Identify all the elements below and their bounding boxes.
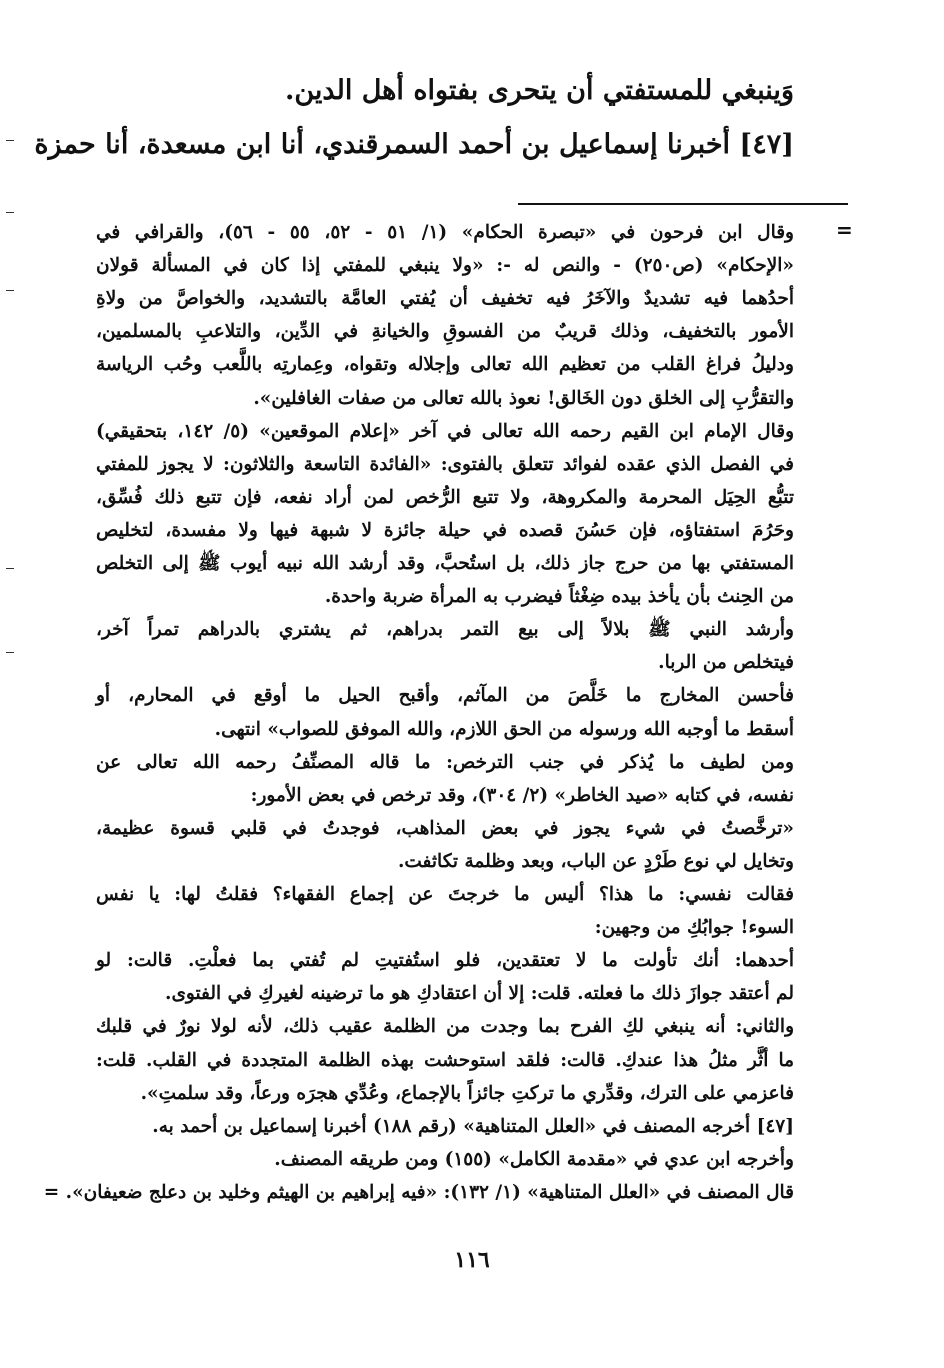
margin-tick	[6, 290, 14, 291]
footnote-line: ومن لطيف ما يُذكر في جنب الترخص: ما قاله المصنِّفُ رحمه الله تعالى عن	[96, 752, 794, 773]
footnote-line: وأخرجه ابن عدي في «مقدمة الكامل» (١٥٥) ومن طريقه المصنف.	[274, 1149, 794, 1170]
footnote-line: «الإحكام» (ص٢٥٠) - والنص له -: «ولا ينبغي للمفتي إذا كان في المسألة قولان	[96, 255, 794, 276]
footnote-line: أحدهما: أنك تأولت ما لا تعتقدين، فلو استُفتيتِ لم تُفتي بما فعلْتِ. قالت: لو	[96, 950, 794, 971]
main-text-line-1: وَينبغي للمستفتي أن يتحرى بفتواه أهل الدين.	[284, 75, 794, 106]
footnote-line: والتقرُّبِ إلى الخلق دون الخَالق! نعوذ بالله تعالى من صفات الغافلين».	[253, 388, 794, 409]
footnote-line: ما أثَّر مثلُ هذا عندكِ. قالت: فلقد استوحشت بهذه الظلمة المتجددة في القلب. قلت:	[96, 1050, 794, 1071]
footnote-line: نفسه، في كتابه «صيد الخاطر» (٢/ ٣٠٤)، وقد ترخص في بعض الأمور:	[250, 785, 794, 806]
footnote-line: الأمور بالتخفيف، وذلك قريبٌ من الفسوقِ والخيانةِ في الدِّين، والتلاعبِ بالمسلمين،	[96, 321, 794, 342]
footnote-line: [٤٧] أخرجه المصنف في «العلل المتناهية» (رقم ١٨٨) أخبرنا إسماعيل بن أحمد به.	[152, 1116, 794, 1137]
margin-tick	[6, 568, 14, 569]
footnote-line: في الفصل الذي عقده لفوائد تتعلق بالفتوى: «الفائدة التاسعة والثلاثون: لا يجوز للمفتي	[96, 454, 794, 475]
footnote-line: قال المصنف في «العلل المتناهية» (١/ ١٣٢): «فيه إبراهيم بن الهيثم وخليد بن دعلج ضعيفان». =	[43, 1182, 794, 1203]
footnote-line: وقال ابن فرحون في «تبصرة الحكام» (١/ ٥١ - ٥٢، ٥٥ - ٥٦)، والقرافي في	[96, 222, 794, 243]
footnote-line: لم أعتقد جوازَ ذلك ما فعلته. قلت: إلا أن اعتقادكِ هو ما ترضينه لغيركِ في الفتوى.	[165, 983, 794, 1004]
footnote-separator	[518, 203, 848, 205]
main-text-line-2: [٤٧] أخبرنا إسماعيل بن أحمد السمرقندي، أنا ابن مسعدة، أنا حمزة	[34, 129, 794, 160]
footnote-line: المستفتي بها من حرج جاز ذلك، بل استُحبَّ، وقد أرشد الله نبيه أيوب ﷺ إلى التخلص	[96, 553, 794, 574]
footnote-line: والثاني: أنه ينبغي لكِ الفرح بما وجدت من الظلمة عقيب ذلك، لأنه لولا نورٌ في قلبك	[96, 1016, 794, 1037]
footnote-line: وقال الإمام ابن القيم رحمه الله تعالى في آخر «إعلام الموقعين» (٥/ ١٤٢، بتحقيقي)	[96, 421, 795, 442]
footnote-line: وحَرُمَ استفتاؤه، فإن حَسُنَ قصده في حيلة جائزة لا شبهة فيها ولا مفسدة، لتخليص	[96, 520, 794, 541]
footnote-line: وتخايل لي نوع طَرْدٍ عن الباب، وبعد وظلمة تكاثفت.	[397, 851, 794, 872]
footnote-line: فيتخلص من الربا.	[658, 652, 794, 673]
footnote-line: من الحِنث بأن يأخذ بيده ضِغْثاً فيضرب به المرأة ضربة واحدة.	[324, 586, 794, 607]
footnote-line: وأرشد النبي ﷺ بلالاً إلى بيع التمر بدراهم، ثم يشتري بالدراهم تمراً آخر،	[96, 619, 794, 640]
footnote-line: السوء! جوابُكِ من وجهين:	[594, 917, 794, 938]
footnote-line: ودليلُ فراغ القلب من تعظيم الله تعالى وإجلاله وتقواه، وعِمارتِه باللَّعب وحُب الرياسة	[96, 354, 794, 375]
margin-tick	[6, 140, 14, 141]
footnote-continuation-mark: =	[836, 218, 853, 242]
footnote-line: «ترخَّصتُ في شيء يجوز في بعض المذاهب، فوجدتُ في قلبي قسوة عظيمة،	[96, 818, 794, 839]
margin-tick	[6, 652, 14, 653]
footnote-line: أسقط ما أوجبه الله ورسوله من الحق اللازم، والله الموفق للصواب» انتهى.	[214, 719, 794, 740]
footnote-line: تتبُّع الحِيَل المحرمة والمكروهة، ولا تتبع الرُّخص لمن أراد نفعه، فإن تتبع ذلك فُسِّق،	[96, 487, 794, 508]
footnote-line: فاعزمي على الترك، وقدِّري ما تركتِ جائزاً بالإجماع، وعُدِّي هجرَه ورعاً، وقد سلمتِ».	[140, 1083, 794, 1104]
margin-tick	[6, 212, 14, 213]
footnote-line: فأحسن المخارج ما خَلَّصَ من المآثم، وأقبح الحيل ما أوقع في المحارم، أو	[96, 685, 794, 706]
page-number: ١١٦	[454, 1247, 490, 1273]
footnote-line: أحدُهما فيه تشديدٌ والآخَرُ فيه تخفيف أن يُفتي العامَّة بالتشديد، والخواصَّ من ولاةِ	[96, 288, 794, 309]
footnote-line: فقالت نفسي: ما هذا؟ أليس ما خرجتَ عن إجماع الفقهاء؟ فقلتُ لها: يا نفس	[96, 884, 794, 905]
